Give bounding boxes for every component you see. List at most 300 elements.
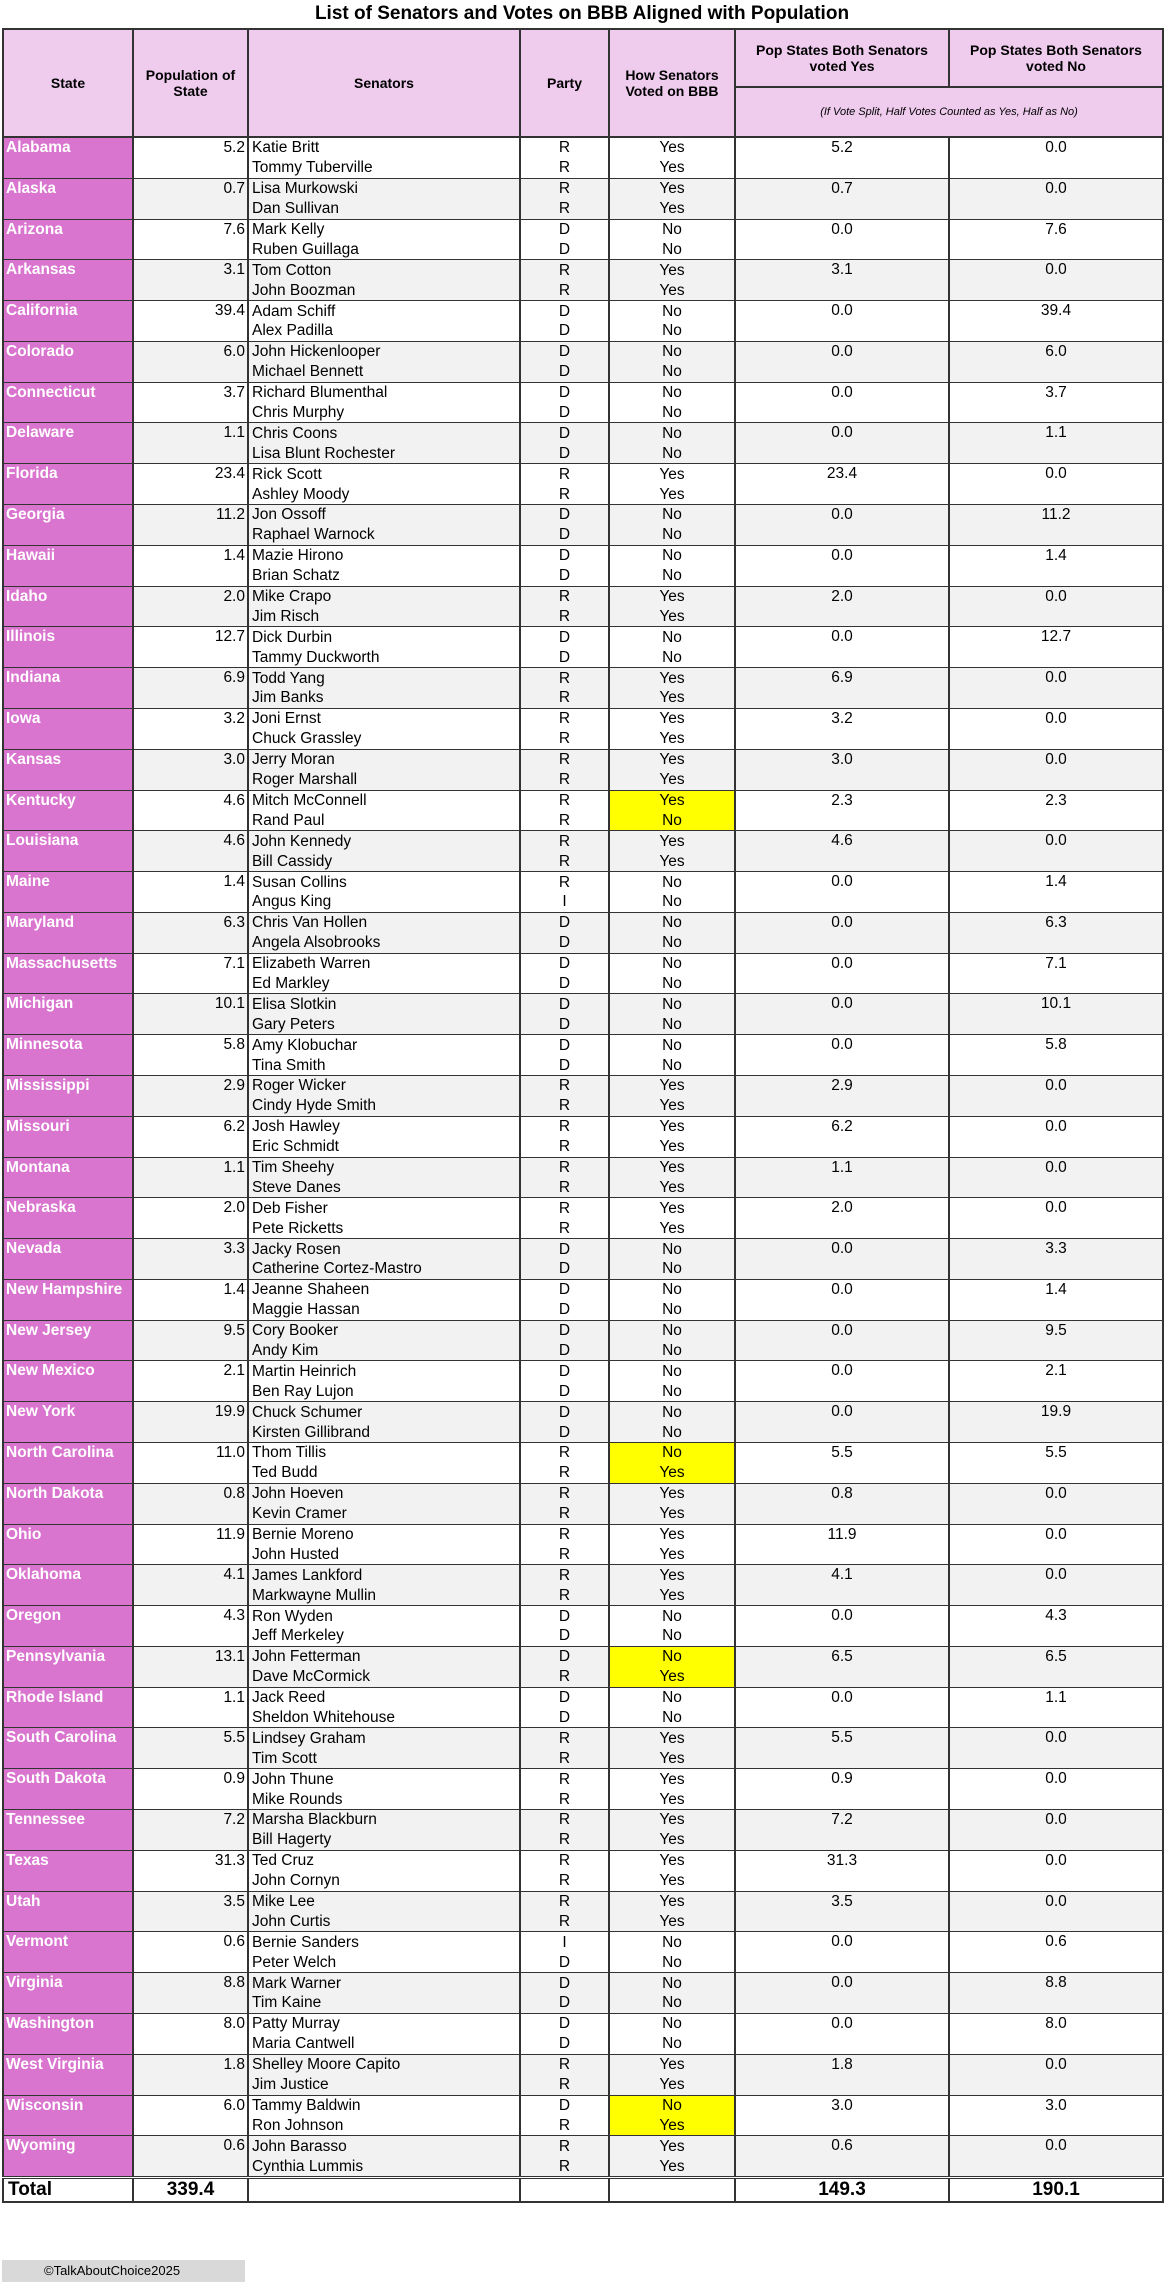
state-name: Oklahoma: [3, 1565, 133, 1606]
pop-no-value: 0.0: [949, 2136, 1163, 2178]
senator-party: R: [520, 1116, 609, 1136]
senator-party: D: [520, 505, 609, 525]
pop-no-value: 0.0: [949, 1810, 1163, 1851]
table-row: [3, 1687, 1163, 1707]
senator-name: Rand Paul: [248, 810, 520, 830]
pop-no-value: 19.9: [949, 1402, 1163, 1443]
state-population: 3.0: [133, 749, 248, 790]
pop-no-value: 7.6: [949, 219, 1163, 260]
senator-name: Bernie Sanders: [248, 1932, 520, 1952]
senator-party: D: [520, 443, 609, 463]
senator-party: D: [520, 1239, 609, 1259]
pop-yes-value: 0.0: [735, 219, 949, 260]
senator-name: Shelley Moore Capito: [248, 2054, 520, 2074]
state-population: 9.5: [133, 1320, 248, 1361]
senator-party: D: [520, 1422, 609, 1442]
senator-name: Mark Kelly: [248, 219, 520, 239]
table-row: [3, 1320, 1163, 1340]
table-row: [3, 2095, 1163, 2115]
senator-vote: No: [609, 1361, 735, 1381]
senator-vote: Yes: [609, 668, 735, 688]
pop-no-value: 0.0: [949, 668, 1163, 709]
senator-vote: Yes: [609, 688, 735, 708]
senator-name: Tim Kaine: [248, 1993, 520, 2013]
table-row: [3, 1279, 1163, 1299]
senator-name: Chuck Schumer: [248, 1402, 520, 1422]
pop-no-value: 0.6: [949, 1932, 1163, 1973]
state-name: Arizona: [3, 219, 133, 260]
pop-yes-value: 0.0: [735, 341, 949, 382]
senator-name: Dave McCormick: [248, 1667, 520, 1687]
pop-no-value: 0.0: [949, 137, 1163, 178]
pop-no-value: 10.1: [949, 994, 1163, 1035]
senator-vote: Yes: [609, 1198, 735, 1218]
state-name: Wyoming: [3, 2136, 133, 2178]
state-population: 0.8: [133, 1483, 248, 1524]
senator-name: Alex Padilla: [248, 321, 520, 341]
senator-vote: Yes: [609, 464, 735, 484]
header-population: Population of State: [133, 29, 248, 137]
state-population: 19.9: [133, 1402, 248, 1443]
senator-vote: No: [609, 1993, 735, 2013]
pop-yes-value: 0.0: [735, 912, 949, 953]
senator-vote: Yes: [609, 770, 735, 790]
senator-vote: Yes: [609, 729, 735, 749]
table-row: [3, 464, 1163, 484]
senator-party: D: [520, 953, 609, 973]
pop-no-value: 0.0: [949, 260, 1163, 301]
senator-name: Lindsey Graham: [248, 1728, 520, 1748]
senator-vote: No: [609, 1626, 735, 1646]
senator-party: R: [520, 1544, 609, 1564]
senator-vote: Yes: [609, 749, 735, 769]
pop-yes-value: 4.6: [735, 831, 949, 872]
senator-vote: Yes: [609, 484, 735, 504]
senator-name: Jim Banks: [248, 688, 520, 708]
state-population: 1.4: [133, 1279, 248, 1320]
pop-no-value: 3.3: [949, 1239, 1163, 1280]
table-row: [3, 872, 1163, 892]
senator-name: Jack Reed: [248, 1687, 520, 1707]
pop-no-value: 0.0: [949, 464, 1163, 505]
state-population: 1.1: [133, 423, 248, 464]
state-name: New York: [3, 1402, 133, 1443]
state-population: 11.0: [133, 1443, 248, 1484]
senator-name: Elisa Slotkin: [248, 994, 520, 1014]
state-name: New Jersey: [3, 1320, 133, 1361]
senator-vote: No: [609, 933, 735, 953]
pop-yes-value: 0.0: [735, 423, 949, 464]
senator-name: Patty Murray: [248, 2013, 520, 2033]
pop-no-value: 8.8: [949, 1973, 1163, 2014]
pop-yes-value: 5.5: [735, 1728, 949, 1769]
senator-vote: Yes: [609, 1116, 735, 1136]
senator-vote: No: [609, 1381, 735, 1401]
table-row: [3, 2013, 1163, 2033]
senator-vote: Yes: [609, 1789, 735, 1809]
state-name: Illinois: [3, 627, 133, 668]
pop-yes-value: 4.1: [735, 1565, 949, 1606]
senator-vote: Yes: [609, 586, 735, 606]
senator-party: D: [520, 1279, 609, 1299]
table-row: [3, 586, 1163, 606]
header-pop-yes: Pop States Both Senators voted Yes: [735, 29, 949, 87]
senator-party: R: [520, 1524, 609, 1544]
state-population: 4.6: [133, 790, 248, 831]
senator-party: D: [520, 1055, 609, 1075]
senator-vote: Yes: [609, 2054, 735, 2074]
table-row: [3, 1646, 1163, 1666]
senator-vote: No: [609, 1646, 735, 1666]
state-name: Maryland: [3, 912, 133, 953]
pop-no-value: 0.0: [949, 1075, 1163, 1116]
senator-name: Mike Rounds: [248, 1789, 520, 1809]
senator-party: D: [520, 933, 609, 953]
senator-party: D: [520, 301, 609, 321]
senator-vote: No: [609, 627, 735, 647]
senator-vote: Yes: [609, 1850, 735, 1870]
state-population: 23.4: [133, 464, 248, 505]
senator-party: D: [520, 1687, 609, 1707]
senator-party: D: [520, 974, 609, 994]
state-name: Missouri: [3, 1116, 133, 1157]
state-name: New Mexico: [3, 1361, 133, 1402]
senator-name: Dan Sullivan: [248, 199, 520, 219]
table-row: [3, 1606, 1163, 1626]
state-name: Tennessee: [3, 1810, 133, 1851]
pop-no-value: 0.0: [949, 586, 1163, 627]
pop-yes-value: 0.0: [735, 1279, 949, 1320]
senator-vote: Yes: [609, 280, 735, 300]
senator-name: Michael Bennett: [248, 362, 520, 382]
state-name: South Dakota: [3, 1769, 133, 1810]
state-name: South Carolina: [3, 1728, 133, 1769]
senator-name: Maria Cantwell: [248, 2034, 520, 2054]
senator-vote: No: [609, 545, 735, 565]
senator-name: Angus King: [248, 892, 520, 912]
senator-party: D: [520, 341, 609, 361]
state-name: Idaho: [3, 586, 133, 627]
senator-name: Tom Cotton: [248, 260, 520, 280]
pop-yes-value: 0.0: [735, 545, 949, 586]
pop-no-value: 6.5: [949, 1646, 1163, 1687]
pop-no-value: 0.0: [949, 178, 1163, 219]
table-row: [3, 137, 1163, 158]
senator-party: R: [520, 1911, 609, 1931]
senator-name: Ron Wyden: [248, 1606, 520, 1626]
state-population: 12.7: [133, 627, 248, 668]
senator-name: John Cornyn: [248, 1871, 520, 1891]
senator-name: Amy Klobuchar: [248, 1035, 520, 1055]
pop-yes-value: 7.2: [735, 1810, 949, 1851]
senator-party: D: [520, 1320, 609, 1340]
senator-party: R: [520, 831, 609, 851]
senator-vote: No: [609, 1341, 735, 1361]
table-row: [3, 1728, 1163, 1748]
senator-name: Richard Blumenthal: [248, 382, 520, 402]
table-row: [3, 2136, 1163, 2156]
state-population: 1.1: [133, 1157, 248, 1198]
pop-yes-value: 23.4: [735, 464, 949, 505]
pop-no-value: 0.0: [949, 749, 1163, 790]
senator-name: Bill Cassidy: [248, 851, 520, 871]
senator-name: Steve Danes: [248, 1177, 520, 1197]
senator-vote: Yes: [609, 2136, 735, 2156]
pop-yes-value: 0.0: [735, 1361, 949, 1402]
senator-vote: No: [609, 810, 735, 830]
pop-no-value: 0.0: [949, 1198, 1163, 1239]
pop-yes-value: 0.0: [735, 1239, 949, 1280]
pop-yes-value: 6.5: [735, 1646, 949, 1687]
senator-name: Rick Scott: [248, 464, 520, 484]
senator-party: D: [520, 1973, 609, 1993]
senator-vote: No: [609, 1402, 735, 1422]
state-name: North Dakota: [3, 1483, 133, 1524]
state-population: 5.2: [133, 137, 248, 178]
senator-name: Chris Van Hollen: [248, 912, 520, 932]
pop-no-value: 0.0: [949, 831, 1163, 872]
senator-vote: Yes: [609, 1524, 735, 1544]
senator-party: R: [520, 1769, 609, 1789]
table-row: [3, 1769, 1163, 1789]
senator-vote: Yes: [609, 1748, 735, 1768]
table-row: [3, 301, 1163, 321]
senator-vote: Yes: [609, 199, 735, 219]
senator-party: D: [520, 423, 609, 443]
senator-name: Jon Ossoff: [248, 505, 520, 525]
state-population: 5.8: [133, 1035, 248, 1076]
senator-vote: No: [609, 403, 735, 423]
state-population: 11.9: [133, 1524, 248, 1565]
senator-name: Joni Ernst: [248, 708, 520, 728]
senator-name: Angela Alsobrooks: [248, 933, 520, 953]
table-row: [3, 1075, 1163, 1095]
senator-vote: No: [609, 301, 735, 321]
senator-party: D: [520, 403, 609, 423]
senator-party: R: [520, 2115, 609, 2135]
state-population: 10.1: [133, 994, 248, 1035]
senator-name: Bernie Moreno: [248, 1524, 520, 1544]
pop-no-value: 1.4: [949, 1279, 1163, 1320]
senator-vote: Yes: [609, 1504, 735, 1524]
senator-party: R: [520, 729, 609, 749]
pop-no-value: 0.0: [949, 1524, 1163, 1565]
pop-yes-value: 0.0: [735, 1687, 949, 1728]
senator-vote: No: [609, 647, 735, 667]
pop-no-value: 0.0: [949, 1728, 1163, 1769]
table-row: [3, 545, 1163, 565]
senator-party: R: [520, 1728, 609, 1748]
table-row: [3, 1850, 1163, 1870]
table-row: [3, 994, 1163, 1014]
senator-party: R: [520, 1789, 609, 1809]
senator-name: Ashley Moody: [248, 484, 520, 504]
senator-party: R: [520, 1177, 609, 1197]
state-population: 1.8: [133, 2054, 248, 2095]
senator-party: R: [520, 1443, 609, 1463]
table-row: [3, 627, 1163, 647]
pop-no-value: 2.3: [949, 790, 1163, 831]
state-population: 3.3: [133, 1239, 248, 1280]
senator-name: Kirsten Gillibrand: [248, 1422, 520, 1442]
senator-vote: No: [609, 994, 735, 1014]
senator-vote: Yes: [609, 1769, 735, 1789]
senator-name: Jeff Merkeley: [248, 1626, 520, 1646]
pop-yes-value: 0.0: [735, 1932, 949, 1973]
state-population: 0.6: [133, 2136, 248, 2178]
pop-yes-value: 3.1: [735, 260, 949, 301]
table-row: [3, 219, 1163, 239]
table-row: [3, 1239, 1163, 1259]
pop-yes-value: 3.2: [735, 708, 949, 749]
senator-name: Chris Coons: [248, 423, 520, 443]
pop-yes-value: 0.0: [735, 301, 949, 342]
senator-party: D: [520, 362, 609, 382]
pop-yes-value: 0.0: [735, 1402, 949, 1443]
senator-party: D: [520, 1626, 609, 1646]
senator-vote: No: [609, 892, 735, 912]
senator-party: R: [520, 1871, 609, 1891]
senator-vote: Yes: [609, 790, 735, 810]
senator-name: Pete Ricketts: [248, 1218, 520, 1238]
senator-party: R: [520, 1504, 609, 1524]
senator-party: R: [520, 137, 609, 158]
senator-vote: No: [609, 2013, 735, 2033]
senator-name: Adam Schiff: [248, 301, 520, 321]
senator-party: R: [520, 1830, 609, 1850]
senator-party: R: [520, 708, 609, 728]
senator-party: D: [520, 1035, 609, 1055]
senator-party: D: [520, 1402, 609, 1422]
state-population: 2.0: [133, 1198, 248, 1239]
senator-party: D: [520, 321, 609, 341]
state-name: Minnesota: [3, 1035, 133, 1076]
state-population: 1.4: [133, 872, 248, 913]
pop-yes-value: 0.0: [735, 872, 949, 913]
senator-name: Jim Justice: [248, 2075, 520, 2095]
senator-vote: Yes: [609, 2156, 735, 2177]
pop-yes-value: 5.5: [735, 1443, 949, 1484]
senator-vote: Yes: [609, 1218, 735, 1238]
senator-vote: No: [609, 2095, 735, 2115]
pop-yes-value: 0.0: [735, 953, 949, 994]
senator-party: D: [520, 525, 609, 545]
state-name: Michigan: [3, 994, 133, 1035]
senator-party: D: [520, 1381, 609, 1401]
state-population: 3.5: [133, 1891, 248, 1932]
state-name: Connecticut: [3, 382, 133, 423]
senator-name: Eric Schmidt: [248, 1137, 520, 1157]
senator-party: D: [520, 994, 609, 1014]
senator-party: R: [520, 1667, 609, 1687]
state-name: Washington: [3, 2013, 133, 2054]
senator-vote: Yes: [609, 1830, 735, 1850]
table-row: [3, 668, 1163, 688]
senator-party: D: [520, 647, 609, 667]
pop-no-value: 1.4: [949, 872, 1163, 913]
senator-vote: Yes: [609, 260, 735, 280]
pop-yes-value: 0.0: [735, 1606, 949, 1647]
table-row: [3, 382, 1163, 402]
state-population: 0.6: [133, 1932, 248, 1973]
senator-party: D: [520, 1708, 609, 1728]
senator-vote: No: [609, 1932, 735, 1952]
senator-party: D: [520, 382, 609, 402]
table-body: [3, 137, 1163, 2178]
senator-vote: No: [609, 525, 735, 545]
pop-no-value: 0.0: [949, 1116, 1163, 1157]
senator-vote: Yes: [609, 708, 735, 728]
pop-yes-value: 6.2: [735, 1116, 949, 1157]
senator-vote: No: [609, 872, 735, 892]
state-name: Pennsylvania: [3, 1646, 133, 1687]
senator-vote: No: [609, 953, 735, 973]
pop-no-value: 3.7: [949, 382, 1163, 423]
pop-yes-value: 0.0: [735, 1320, 949, 1361]
table-row: [3, 341, 1163, 361]
header-senators: Senators: [248, 29, 520, 137]
senator-vote: Yes: [609, 1667, 735, 1687]
senator-party: R: [520, 606, 609, 626]
pop-no-value: 0.0: [949, 1565, 1163, 1606]
senator-name: Cindy Hyde Smith: [248, 1096, 520, 1116]
state-name: North Carolina: [3, 1443, 133, 1484]
senator-vote: No: [609, 912, 735, 932]
state-name: Delaware: [3, 423, 133, 464]
table-row: [3, 749, 1163, 769]
state-name: Wisconsin: [3, 2095, 133, 2136]
senator-party: R: [520, 1157, 609, 1177]
pop-no-value: 5.5: [949, 1443, 1163, 1484]
senator-party: I: [520, 1932, 609, 1952]
state-population: 1.4: [133, 545, 248, 586]
senator-name: Tim Sheehy: [248, 1157, 520, 1177]
pop-yes-value: 3.0: [735, 2095, 949, 2136]
senator-name: Jeanne Shaheen: [248, 1279, 520, 1299]
senator-name: Gary Peters: [248, 1014, 520, 1034]
table-row: [3, 423, 1163, 443]
senator-vote: Yes: [609, 1096, 735, 1116]
state-name: California: [3, 301, 133, 342]
pop-yes-value: 0.0: [735, 505, 949, 546]
pop-yes-value: 2.9: [735, 1075, 949, 1116]
senator-party: R: [520, 199, 609, 219]
pop-no-value: 0.0: [949, 2054, 1163, 2095]
senator-vote: No: [609, 1035, 735, 1055]
table-row: [3, 1932, 1163, 1952]
pop-yes-value: 0.0: [735, 627, 949, 668]
senator-party: R: [520, 178, 609, 198]
copyright-notice: ©TalkAboutChoice2025: [2, 2260, 245, 2282]
senator-name: John Hickenlooper: [248, 341, 520, 361]
state-population: 6.0: [133, 2095, 248, 2136]
state-name: Montana: [3, 1157, 133, 1198]
senator-vote: No: [609, 1055, 735, 1075]
state-name: West Virginia: [3, 2054, 133, 2095]
senator-party: D: [520, 627, 609, 647]
senator-name: John Curtis: [248, 1911, 520, 1931]
senator-party: I: [520, 892, 609, 912]
senator-party: D: [520, 1014, 609, 1034]
state-population: 2.9: [133, 1075, 248, 1116]
state-name: Colorado: [3, 341, 133, 382]
senator-party: R: [520, 1218, 609, 1238]
senator-vote: No: [609, 1259, 735, 1279]
senator-name: Tommy Tuberville: [248, 158, 520, 178]
senator-name: Bill Hagerty: [248, 1830, 520, 1850]
senator-party: R: [520, 2136, 609, 2156]
state-population: 5.5: [133, 1728, 248, 1769]
